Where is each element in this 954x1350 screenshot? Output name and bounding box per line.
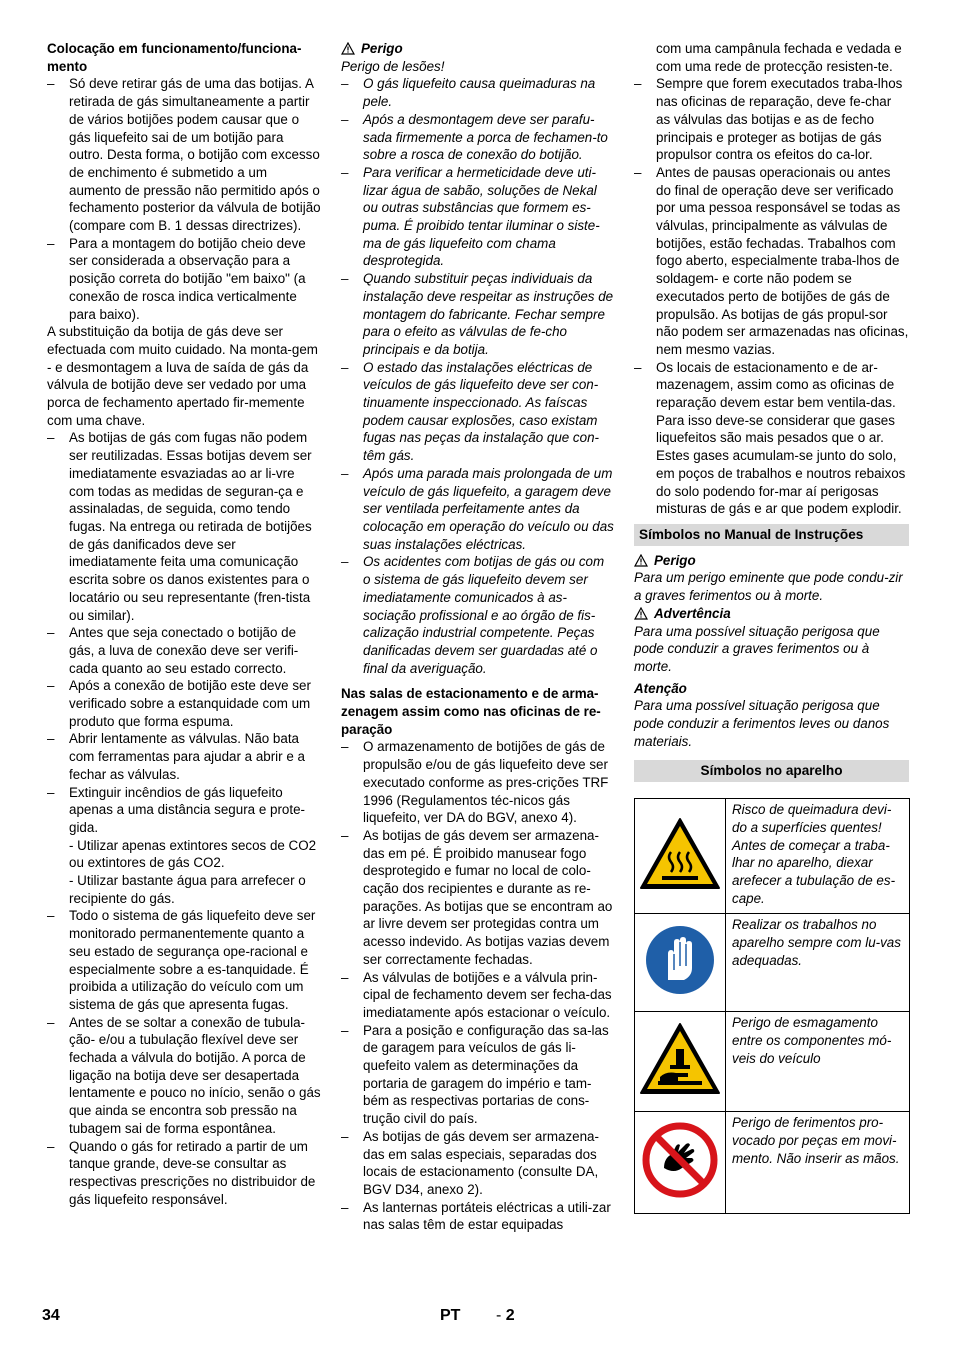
list-item: – Todo o sistema de gás liquefeito deve ser monitorado permanentemente quanto a seu estado de segurança ope-racional e especialmente sobre a es-tanquidade. É proibida a utilização do veículo com um sistema de gás que apresenta fugas. xyxy=(47,907,321,1013)
symbol-text-no-hands: Perigo de ferimentos pro-vocado por peças em movi-mento. Não inserir as mãos. xyxy=(726,1112,910,1214)
list-item: – Após a conexão de botijão este deve ser verificado sobre a estanquidade com um produto que forma espuma. xyxy=(47,677,321,730)
warning-triangle-icon xyxy=(341,42,355,55)
column-2 xyxy=(341,40,615,1234)
list-item: – As botijas de gás devem ser armazena-das em pé. É proibido manusear fogo desprotegido e fumar no local de colo-cação dos recipientes e durante as re-parações. As botijas que se encontram ao ar livre devem ser protegidas contra um acesso indevido. As botijas vazias devem ser correctamente fechadas. xyxy=(341,827,615,969)
section-bar-device-symbols: Símbolos no aparelho xyxy=(634,760,909,782)
list-item: – Os acidentes com botijas de gás ou com o sistema de gás liquefeito devem ser imediatamente comunicados à as-sociação profissional e ao órgão de fis-calização industrial competente. Peças danificadas devem ser guardadas até o final da averiguação. xyxy=(341,553,615,677)
section-heading-commissioning: Colocação em funcionamento/funciona-mento xyxy=(47,41,302,74)
workshop-list xyxy=(634,75,909,518)
danger-symbol-text: Para um perigo eminente que pode condu-zir a graves ferimentos ou à morte. xyxy=(634,570,903,604)
caution-symbol-text: Para uma possível situação perigosa que pode conduzir a ferimentos leves ou danos materiais. xyxy=(634,698,890,749)
list-item: – Após uma parada mais prolongada de um veículo de gás liquefeito, a garagem deve ser ventilada perfeitamente antes da colocação em operação do veículo ou das suas instalações eléctricas. xyxy=(341,465,615,554)
list-item: – Sempre que forem executados traba-lhos nas oficinas de reparação, deve fe-char as válvulas das botijas e as de fecho principais e proteger as botijas de gás propulsor contra os efeitos do ca-lor. xyxy=(634,75,909,164)
symbol-text-gloves: Realizar os trabalhos no aparelho sempre com lu-vas adequadas. xyxy=(726,914,910,1012)
danger-title: Perigo xyxy=(361,41,403,56)
section-heading-storage: Nas salas de estacionamento e de arma-zenagem assim como nas oficinas de re-paração xyxy=(341,686,601,737)
commissioning-list-1 xyxy=(47,75,321,323)
list-item: – Quando o gás for retirado a partir de um tanque grande, deve-se consultar as respectivas prescrições no distribuidor de gás liquefeito responsável. xyxy=(47,1138,321,1209)
storage-list xyxy=(341,738,615,1234)
warning-symbol-title: Advertência xyxy=(654,605,731,621)
list-item: – Abrir lentamente as válvulas. Não bata com ferramentas para ajudar a abrir e a fechar as válvulas. xyxy=(47,730,321,783)
page-section-dash: - xyxy=(496,1307,502,1324)
gloves-mandatory-icon xyxy=(644,924,716,996)
list-item: – O gás liquefeito causa queimaduras na pele. xyxy=(341,75,615,110)
fire-sub-2: - Utilizar bastante água para arrefecer o recipiente do gás. xyxy=(69,873,306,906)
replacement-paragraph: A substituição da botija de gás deve ser efectuada com muito cuidado. Na monta-gem - e desmontagem a luva de saída de gás da válvula de botijão deve ser vedado por uma porca de fechamento apertado fir-memente com uma chave. xyxy=(47,324,318,428)
continued-text: com uma campânula fechada e vedada e com uma rede de protecção resisten-te. xyxy=(656,41,902,74)
danger-symbol-heading xyxy=(634,552,909,570)
list-item: – As botijas de gás devem ser armazena-das em salas especiais, separadas dos locais de estacionamento (consulte DA, BGV D34, anexo 2). xyxy=(341,1128,615,1199)
list-item: – O estado das instalações eléctricas de veículos de gás liquefeito deve ser con-tinuamente inspeccionado. As faíscas podem causar explosões, caso existam fugas nas peças da instalação que con-têm gás. xyxy=(341,359,615,465)
warning-symbol-heading xyxy=(634,605,909,623)
list-item: – O armazenamento de botijões de gás de propulsão e/ou de gás liquefeito deve ser executado conforme as pres-crições TRF 1996 (Regulamentos téc-nicos gás liquefeito, ver DA do BGV, anexo 4). xyxy=(341,738,615,827)
page-section-number: 2 xyxy=(505,1307,515,1324)
hot-surface-warning-icon xyxy=(638,816,722,892)
language-code: PT xyxy=(440,1307,461,1324)
commissioning-list-2 xyxy=(47,429,321,1208)
list-item: – Antes de pausas operacionais ou antes do final de operação deve ser verificado por uma pessoa responsável se todas as válvulas, principalmente as válvulas de botijões, estão fechadas. Trabalhos com fogo aberto, especialmente traba-lhos de soldagem- e corte não podem se executados perto de botijões de gás de propulsão. As botijas de gás propul-sor não podem ser armazenadas nas oficinas, nem mesmo vazias. xyxy=(634,164,909,359)
danger-symbol-title: Perigo xyxy=(654,552,696,568)
table-row xyxy=(635,914,910,1012)
table-row xyxy=(635,1112,910,1214)
symbol-text-crush: Perigo de esmagamento entre os componentes mó-veis do veículo xyxy=(726,1012,910,1112)
list-item: – Para verificar a hermeticidade deve uti-lizar água de sabão, soluções de Nekal ou outras substâncias que formem es-puma. É proibido tentar iluminar o siste-ma de gás liquefeito com chama desprotegida. xyxy=(341,164,615,270)
fire-sub-1: - Utilizar apenas extintores secos de CO2 ou extintores de gás CO2. xyxy=(69,837,317,871)
warning-triangle-icon xyxy=(634,607,648,620)
danger-list xyxy=(341,75,615,677)
column-3 xyxy=(634,40,909,1214)
fire-text: Extinguir incêndios de gás liquefeito apenas a uma distância segura e prote-gida. xyxy=(69,784,305,835)
column-1 xyxy=(47,40,321,1208)
list-item: – Só deve retirar gás de uma das botijas. A retirada de gás simultaneamente a partir de vários botijões podem causar que o gás liquefeito sai de um botijão para outro. Desta forma, o botijão com excesso de enchimento é submetido a um aumento de pressão não permitido após o fechamento posterior da válvula de botijão (compare com B. 1 dessas directrizes). xyxy=(47,75,321,234)
list-item-fire xyxy=(47,784,321,908)
list-item: – Antes que seja conectado o botijão de gás, a luva de conexão deve ser verifi-cada quanto ao seu estado correcto. xyxy=(47,624,321,677)
page-number: 34 xyxy=(42,1307,60,1324)
list-item: – As lanternas portáteis eléctricas a utili-zar nas salas têm de estar equipadas xyxy=(341,1199,615,1234)
symbol-text-hot-surface: Risco de queimadura devi-do a superfícies quentes! Antes de começar a traba-lhar no aparelho, diexar arefecer a tubulação de es-cape. xyxy=(726,799,910,914)
caution-symbol-heading xyxy=(634,680,909,698)
page-section xyxy=(496,1307,515,1325)
warning-triangle-icon xyxy=(634,554,648,567)
list-item: – Quando substituir peças individuais da instalação deve respeitar as instruções de montagem do fabricante. Fechar sempre para o efeito as válvulas de fe-cho principais e da botija. xyxy=(341,270,615,359)
list-item: – Os locais de estacionamento e de ar-mazenagem, assim como as oficinas de reparação devem estar bem ventila-das. Para isso deve-se considerar que gases liquefeitos são mais pesados que o ar. Estes gases acumulam-se junto do solo, em poços de trabalhos e noutros rebaixos do solo podendo for-mar aí perigosas misturas de gás e ar que podem explodir. xyxy=(634,359,909,518)
danger-subtitle: Perigo de lesões! xyxy=(341,58,445,74)
table-row xyxy=(635,799,910,914)
crush-hazard-warning-icon xyxy=(638,1021,722,1097)
list-item: – Antes de se soltar a conexão de tubula-ção- e/ou a tubulação flexível deve ser fechada a válvula do botijão. A porca de ligação na botija deve ser desapertada lentamente e pouco no início, senão o gás que ainda se encontra sob pressão na tubagem sai de forma espontânea. xyxy=(47,1014,321,1138)
section-bar-manual-symbols: Símbolos no Manual de Instruções xyxy=(634,524,909,546)
table-row xyxy=(635,1012,910,1112)
list-item: – Para a posição e configuração das sa-las de garagem para veículos de gás li-quefeito valem as determinações da portaria de garagem do império e tam-bém as respectivas portarias de cons-trução civil do país. xyxy=(341,1022,615,1128)
list-item: – As botijas de gás com fugas não podem ser reutilizadas. Essas botijas devem ser imediatamente esvaziadas ao ar li-vre com todas as medidas de seguran-ça e assinaladas, de seguida, como tendo fugas. Na entrega ou retirada de botijões de gás danificados deve ser imediatamente feita uma comunicação escrita sobre os danos existentes para o locatário ou seu representante (fren-tista ou similar). xyxy=(47,429,321,624)
danger-heading xyxy=(341,40,615,58)
warning-symbol-text: Para uma possível situação perigosa que pode conduzir a graves ferimentos ou à morte. xyxy=(634,623,880,674)
device-symbols-table xyxy=(634,798,910,1214)
list-item: – Para a montagem do botijão cheio deve ser considerada a observação para a posição correta do botijão "em baixo" (a conexão de rosca indica verticalmente para baixo). xyxy=(47,235,321,324)
list-item: – As válvulas de botijões e a válvula prin-cipal de fechamento devem ser fecha-das imediatamente após estacionar o veículo. xyxy=(341,969,615,1022)
caution-symbol-title: Atenção xyxy=(634,680,687,696)
no-hands-prohibition-icon xyxy=(642,1122,718,1198)
list-item: – Após a desmontagem deve ser parafu-sada firmemente a porca de fechamen-to sobre a rosca de conexão do botijão. xyxy=(341,111,615,164)
